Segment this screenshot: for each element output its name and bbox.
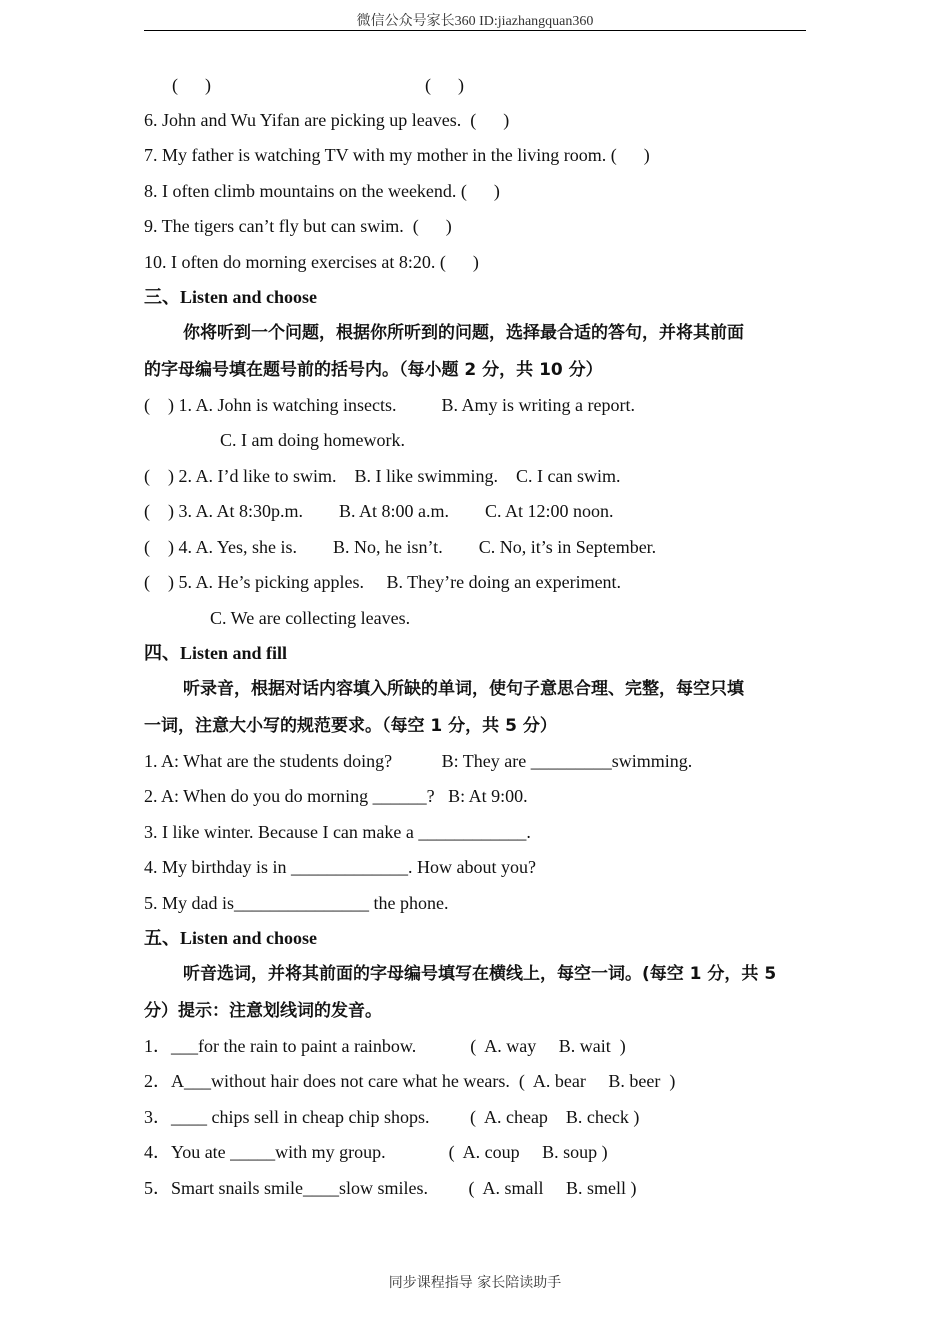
question-item: ( ) 5. A. He’s picking apples. B. They’re doing an experiment.: [144, 572, 622, 592]
answer-blank: ( ): [425, 75, 464, 95]
section-title: 五、Listen and choose: [144, 928, 318, 948]
question-item: 9. The tigers can’t fly but can swim. ( ): [144, 216, 452, 236]
section-instruction: 听录音，根据对话内容填入所缺的单词，使句子意思合理、完整，每空只填: [183, 679, 744, 699]
choice-item: 2．A___without hair does not care what he wears. ( A. bear B. beer ): [144, 1071, 676, 1091]
question-item: ( ) 3. A. At 8:30p.m. B. At 8:00 a.m. C. At 12:00 noon.: [144, 501, 614, 521]
answer-blank: ( ): [172, 75, 211, 95]
question-item: ( ) 1. A. John is watching insects. B. Amy is writing a report.: [144, 395, 635, 415]
fill-item: 2. A: When do you do morning ______? B: At 9:00.: [144, 786, 528, 806]
section-instruction: 分）提示：注意划线词的发音。: [144, 1001, 382, 1021]
question-item: 10. I often do morning exercises at 8:20. ( ): [144, 252, 479, 272]
fill-item: 4. My birthday is in _____________. How about you?: [144, 857, 536, 877]
section-instruction: 听音选词，并将其前面的字母编号填写在横线上，每空一词。(每空 1 分，共 5: [183, 964, 777, 984]
section-instruction: 的字母编号填在题号前的括号内。（每小题 2 分，共 10 分）: [144, 360, 603, 380]
fill-item: 3. I like winter. Because I can make a ____________.: [144, 822, 531, 842]
choice-item: 4．You ate _____with my group. ( A. coup B. soup ): [144, 1142, 608, 1162]
question-item: ( ) 4. A. Yes, she is. B. No, he isn’t. C. No, it’s in September.: [144, 537, 657, 557]
question-item: 7. My father is watching TV with my mother in the living room. ( ): [144, 145, 650, 165]
choice-item: 3．____ chips sell in cheap chip shops. ( A. cheap B. check ): [144, 1107, 640, 1127]
choice-item: 5．Smart snails smile____slow smiles. ( A. small B. smell ): [144, 1178, 637, 1198]
fill-item: 5. My dad is_______________ the phone.: [144, 893, 449, 913]
page-header: 微信公众号家长360 ID:jiazhangquan360: [356, 14, 594, 29]
question-item: 8. I often climb mountains on the weekend. ( ): [144, 181, 500, 201]
question-option: C. I am doing homework.: [220, 430, 405, 450]
page-footer: 同步课程指导 家长陪读助手: [388, 1275, 562, 1291]
question-item: ( ) 2. A. I’d like to swim. B. I like swimming. C. I can swim.: [144, 466, 621, 486]
header-rule: [144, 30, 806, 31]
section-title: 四、Listen and fill: [144, 643, 288, 663]
fill-item: 1. A: What are the students doing? B: They are _________swimming.: [144, 751, 693, 771]
section-title: 三、Listen and choose: [144, 287, 318, 307]
section-instruction: 一词，注意大小写的规范要求。（每空 1 分，共 5 分）: [144, 716, 557, 736]
section-instruction: 你将听到一个问题，根据你所听到的问题，选择最合适的答句，并将其前面: [183, 323, 744, 343]
question-item: 6. John and Wu Yifan are picking up leaves. ( ): [144, 110, 510, 130]
question-option: C. We are collecting leaves.: [210, 608, 411, 628]
choice-item: 1．___for the rain to paint a rainbow. ( A. way B. wait ): [144, 1036, 626, 1056]
